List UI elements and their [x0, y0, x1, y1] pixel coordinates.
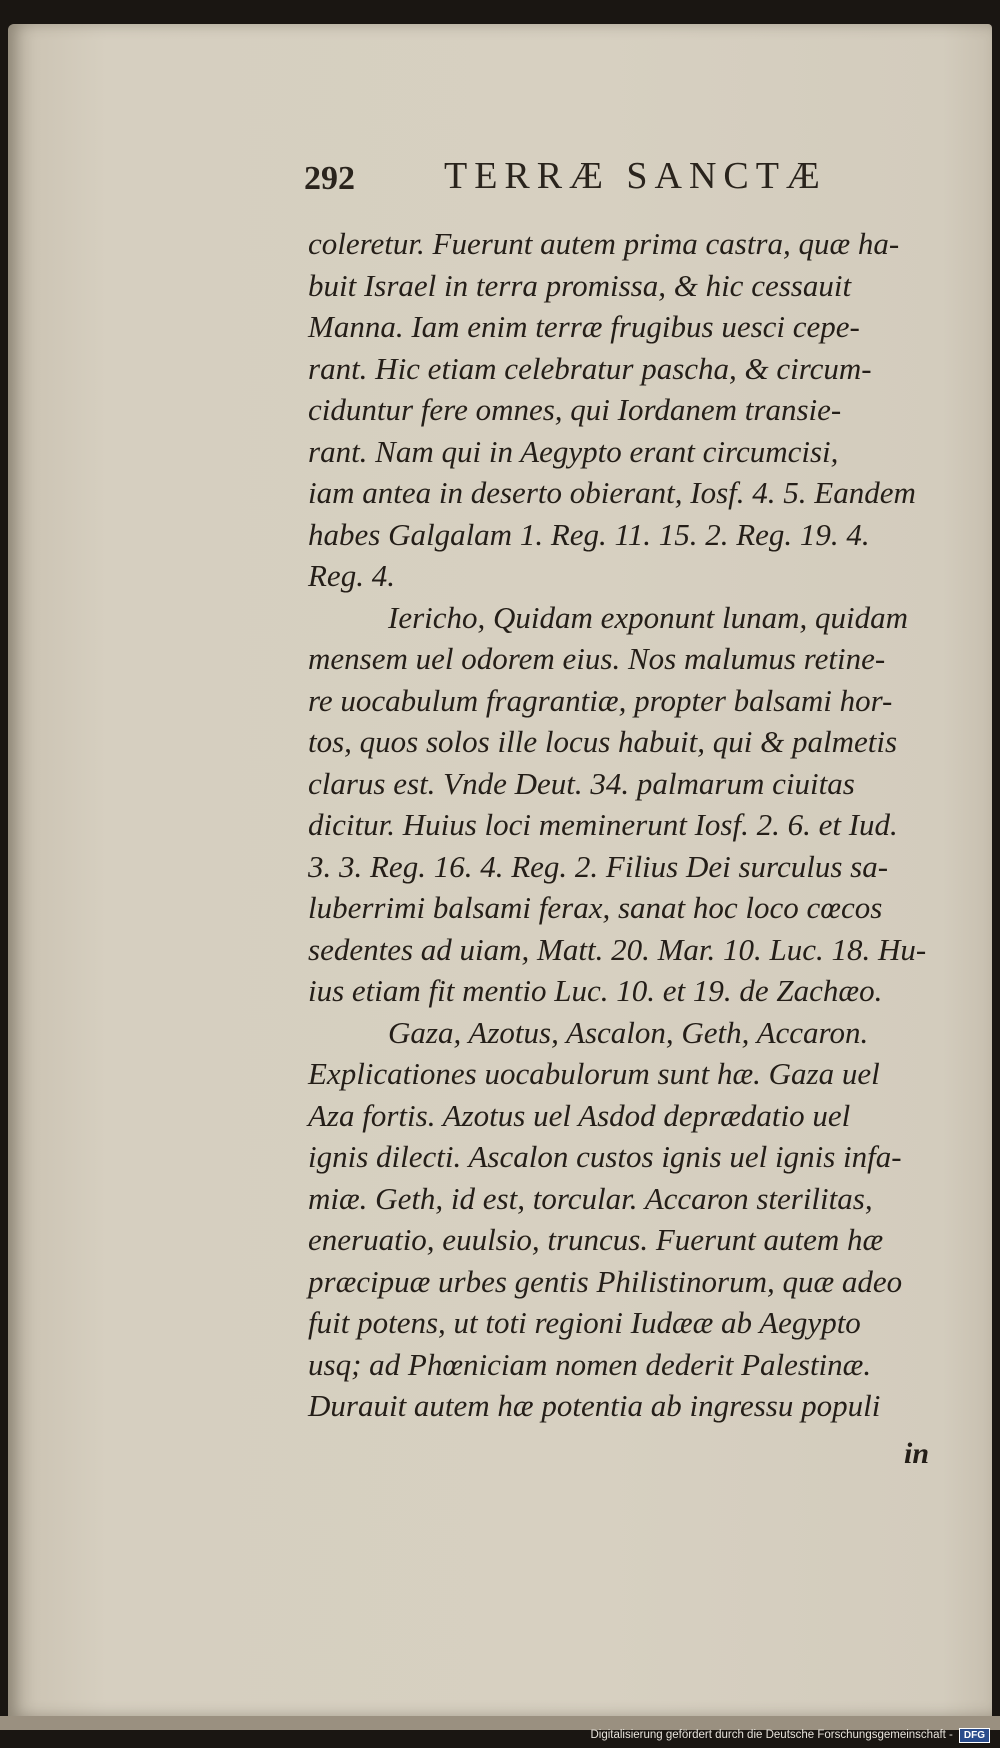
text-line: ciduntur fere omnes, qui Iordanem transie- [308, 392, 842, 427]
digitization-footer [590, 1726, 990, 1744]
text-line: iam antea in deserto obierant, Iosf. 4. 5. Eandem [308, 475, 916, 510]
body-text [308, 223, 948, 1427]
text-line: coleretur. Fuerunt autem prima castra, quæ ha- [308, 226, 900, 261]
text-line: 3. 3. Reg. 16. 4. Reg. 2. Filius Dei surculus sa- [308, 848, 889, 884]
text-line: ius etiam fit mentio Luc. 10. et 19. de Zachæo. [308, 973, 883, 1008]
text-line: dicitur. Huius loci meminerunt Iosf. 2. 6. et Iud. [308, 807, 898, 842]
paragraph-start-line: Iericho, Quidam exponunt lunam, quidam [388, 599, 909, 635]
paragraph-start-line: Gaza, Azotus, Ascalon, Geth, Accaron. [388, 1014, 869, 1050]
text-line: Durauit autem hæ potentia ab ingressu populi [308, 1388, 881, 1423]
text-line: luberrimi balsami ferax, sanat hoc loco cœcos [308, 890, 883, 925]
text-line: mensem uel odorem eius. Nos malumus retine- [308, 641, 886, 676]
text-line: usq; ad Phœniciam nomen dederit Palestinæ. [308, 1346, 872, 1382]
page-header [304, 154, 864, 214]
text-line: fuit potens, ut toti regioni Iudææ ab Aegypto [308, 1305, 861, 1340]
book-page [8, 24, 992, 1716]
text-line: sedentes ad uiam, Matt. 20. Mar. 10. Luc. 18. Hu- [308, 931, 927, 967]
text-line: habes Galgalam 1. Reg. 11. 15. 2. Reg. 19. 4. [308, 516, 870, 552]
text-line: Aza fortis. Azotus uel Asdod deprædatio uel [308, 1097, 851, 1133]
text-line: præcipuæ urbes gentis Philistinorum, quæ adeo [308, 1263, 903, 1299]
catchword: in [904, 1437, 930, 1470]
funding-credit: Digitalisierung gefördert durch die Deutsche Forschungsgemeinschaft - [590, 1729, 953, 1741]
text-line: clarus est. Vnde Deut. 34. palmarum ciuitas [308, 765, 855, 801]
text-line: eneruatio, euulsio, truncus. Fuerunt autem hæ [308, 1222, 884, 1257]
dfg-logo: DFG [959, 1728, 990, 1743]
text-line: ignis dilecti. Ascalon custos ignis uel ignis infa- [308, 1139, 902, 1174]
text-line: Explicationes uocabulorum sunt hæ. Gaza uel [308, 1056, 880, 1091]
text-line: tos, quos solos ille locus habuit, qui & palmetis [308, 724, 898, 759]
page-number: 292 [304, 160, 355, 197]
text-line: Manna. Iam enim terræ frugibus uesci cepe- [308, 309, 860, 344]
page-surface [8, 24, 992, 1716]
text-line: miæ. Geth, id est, torcular. Accaron sterilitas, [308, 1180, 873, 1216]
text-line: buit Israel in terra promissa, & hic cessauit [308, 267, 852, 303]
running-title: TERRÆ SANCTÆ [444, 155, 827, 197]
text-line: rant. Hic etiam celebratur pascha, & circum- [308, 350, 872, 386]
text-line: re uocabulum fragrantiæ, propter balsami hor- [308, 682, 893, 718]
text-line: Reg. 4. [308, 558, 395, 593]
text-line: rant. Nam qui in Aegypto erant circumcisi, [308, 433, 839, 469]
